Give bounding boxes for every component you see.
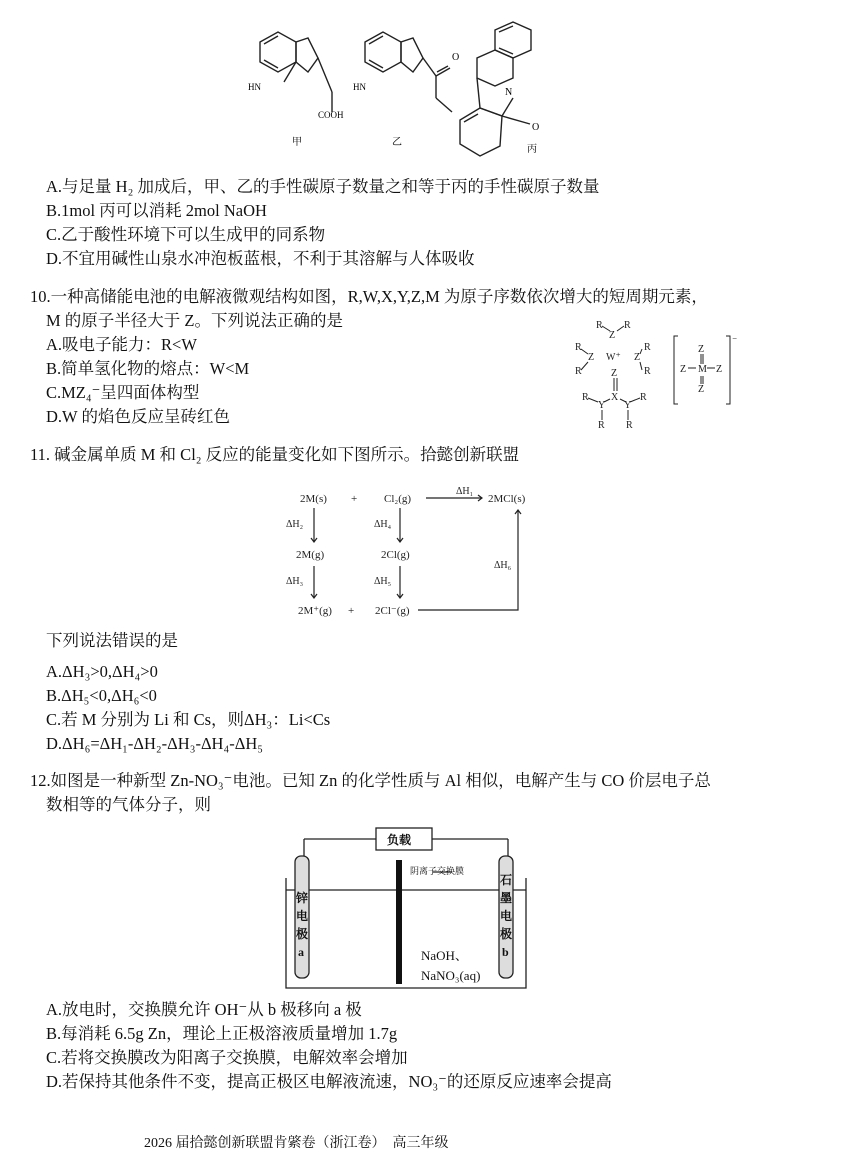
svg-text:R: R (644, 342, 651, 353)
page-footer: 2026 届拾懿创新联盟肯綮卷（浙江卷） 高三年级 (144, 1136, 449, 1151)
group-hn-1: HN (248, 82, 261, 92)
svg-text:极: 极 (296, 927, 309, 941)
q11-prompt: 下列说法错误的是 (46, 631, 178, 650)
svg-text:X: X (611, 392, 619, 403)
q12-option-a: A.放电时，交换膜允许 OH⁻从 b 极移向 a 极 (46, 1000, 362, 1019)
group-cooh: COOH (318, 110, 344, 120)
q9-option-d: D.不宜用碱性山泉水冲泡板蓝根，不利于其溶解与人体吸收 (46, 249, 475, 268)
group-o-2: O (532, 122, 540, 133)
group-hn-2: HN (353, 82, 366, 92)
q12-stem-2: 数相等的气体分子，则 (46, 795, 211, 814)
svg-text:R: R (575, 366, 582, 377)
svg-text:ΔH₆: ΔH₆ (494, 560, 512, 571)
group-n: N (505, 87, 513, 98)
q12-stem-1: 12.如图是一种新型 Zn-NO₃⁻电池。已知 Zn 的化学性质与 Al 相似，电解产生与 CO 价层电子总 (30, 771, 711, 790)
svg-text:墨: 墨 (500, 891, 513, 905)
q12-option-c: C.若将交换膜改为阳离子交换膜，电解效率会增加 (46, 1048, 408, 1067)
svg-text:Z: Z (716, 364, 723, 375)
label-yi: 乙 (392, 137, 402, 148)
svg-text:2Cl⁻(g): 2Cl⁻(g) (375, 605, 410, 617)
q11-option-b: B.ΔH₅<0,ΔH₆<0 (46, 686, 157, 705)
svg-text:石: 石 (500, 873, 513, 887)
svg-text:Z: Z (698, 344, 705, 355)
svg-text:极: 极 (500, 927, 513, 941)
load-label: 负载 (387, 833, 412, 847)
q9-structures (240, 20, 580, 170)
svg-text:⁻: ⁻ (732, 336, 738, 347)
svg-text:2M(s): 2M(s) (300, 493, 327, 505)
svg-text:b: b (502, 945, 509, 959)
q9-option-b: B.1mol 丙可以消耗 2mol NaOH (46, 201, 267, 220)
q10-option-a: A.吸电子能力：R<W (46, 335, 197, 354)
svg-text:ΔH₅: ΔH₅ (374, 576, 392, 587)
svg-text:Z: Z (634, 352, 641, 363)
svg-text:Z: Z (611, 368, 618, 379)
svg-text:ΔH₄: ΔH₄ (374, 519, 392, 530)
svg-text:电: 电 (500, 909, 513, 923)
svg-text:R: R (575, 342, 582, 353)
svg-text:+: + (351, 493, 358, 505)
q11-energy-diagram (280, 478, 550, 628)
membrane-label: 阴离子交换膜 (410, 866, 465, 876)
q12-option-d: D.若保持其他条件不变，提高正极区电解液流速，NO₃⁻的还原反应速率会提高 (46, 1072, 612, 1091)
q11-option-d: D.ΔH₆=ΔH₁-ΔH₂-ΔH₃-ΔH₄-ΔH₅ (46, 734, 263, 753)
q10-option-c: C.MZ₄⁻呈四面体构型 (46, 383, 200, 402)
label-bing: 丙 (527, 144, 537, 155)
svg-text:2M(g): 2M(g) (296, 549, 325, 561)
svg-text:2M⁺(g): 2M⁺(g) (298, 605, 332, 617)
q11-option-a: A.ΔH₃>0,ΔH₄>0 (46, 662, 158, 681)
svg-text:M: M (698, 364, 707, 375)
svg-text:+: + (348, 605, 355, 617)
q10-option-b: B.简单氢化物的熔点：W<M (46, 359, 250, 378)
svg-text:R: R (598, 420, 605, 431)
membrane-bar (396, 860, 402, 984)
q10-stem-1: 10.一种高储能电池的电解液微观结构如图，R,W,X,Y,Z,M 为原子序数依次增大的短周期元素， (30, 287, 708, 306)
svg-text:Z: Z (588, 352, 595, 363)
svg-text:R: R (624, 320, 631, 331)
solution-line-2: NaNO₃(aq) (421, 968, 481, 983)
q9-option-c: C.乙于酸性环境下可以生成甲的同系物 (46, 225, 326, 244)
svg-text:Y: Y (598, 400, 606, 411)
svg-text:W⁺: W⁺ (606, 352, 621, 363)
q11-stem: 11. 碱金属单质 M 和 Cl₂ 反应的能量变化如下图所示。拾懿创新联盟 (30, 445, 520, 464)
svg-text:ΔH₁: ΔH₁ (456, 486, 474, 497)
svg-text:R: R (640, 392, 647, 403)
q9-option-a: A.与足量 H₂ 加成后，甲、乙的手性碳原子数量之和等于丙的手性碳原子数量 (46, 177, 600, 196)
svg-text:R: R (626, 420, 633, 431)
svg-text:电: 电 (296, 909, 309, 923)
label-jia: 甲 (292, 137, 302, 148)
q10-stem-2: M 的原子半径大于 Z。下列说法正确的是 (46, 311, 343, 330)
svg-text:R: R (596, 320, 603, 331)
svg-text:Z: Z (698, 384, 705, 395)
svg-text:Z: Z (680, 364, 687, 375)
group-o-1: O (452, 52, 460, 63)
svg-text:2MCl(s): 2MCl(s) (488, 493, 526, 505)
svg-text:R: R (582, 392, 589, 403)
solution-line-1: NaOH、 (421, 948, 468, 963)
svg-text:2Cl(g): 2Cl(g) (381, 549, 410, 561)
svg-text:a: a (298, 945, 304, 959)
q10-option-d: D.W 的焰色反应呈砖红色 (46, 407, 230, 426)
svg-text:锌: 锌 (296, 891, 309, 905)
svg-text:ΔH₃: ΔH₃ (286, 576, 304, 587)
q11-option-c: C.若 M 分别为 Li 和 Cs，则ΔH₃：Li<Cs (46, 710, 331, 729)
svg-text:R: R (644, 366, 651, 377)
q12-option-b: B.每消耗 6.5g Zn，理论上正极溶液质量增加 1.7g (46, 1024, 398, 1043)
q10-structure-diagram (560, 316, 750, 434)
q12-battery-diagram (280, 820, 540, 992)
svg-text:Y: Y (624, 400, 632, 411)
svg-text:Z: Z (609, 330, 616, 341)
svg-text:Cl₂(g): Cl₂(g) (384, 493, 412, 505)
svg-text:ΔH₂: ΔH₂ (286, 519, 304, 530)
